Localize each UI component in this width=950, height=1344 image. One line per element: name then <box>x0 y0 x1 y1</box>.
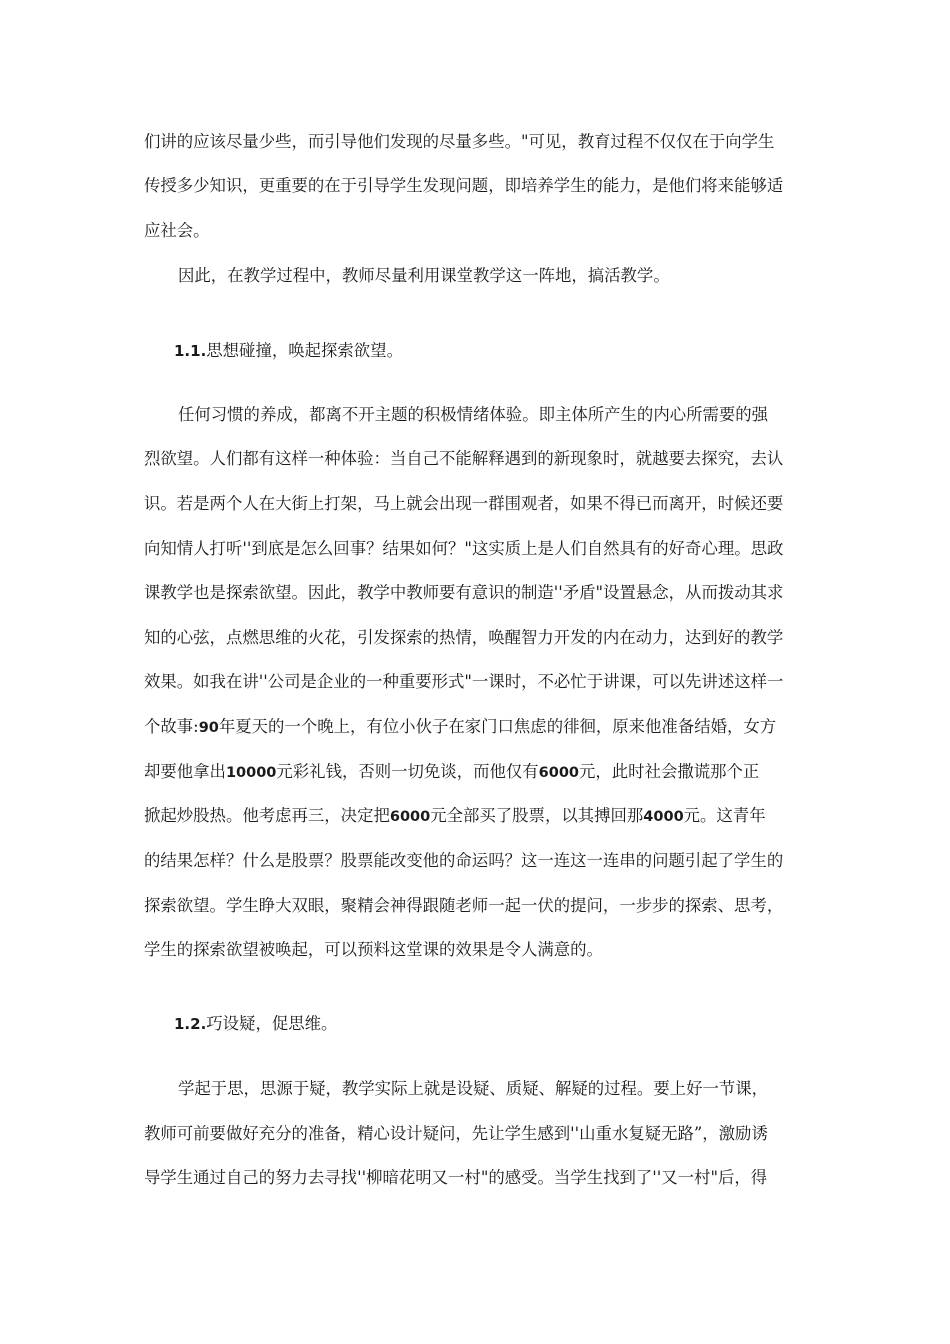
number-span: 6000 <box>389 809 431 825</box>
body-text-line: 识。若是两个人在大街上打架，马上就会出现一群围观者，如果不得已而离开，时候还要 <box>144 494 784 513</box>
body-text-line: 学起于思，思源于疑，教学实际上就是设疑、质疑、解疑的过程。要上好一节课， <box>178 1079 769 1098</box>
body-text-line: 因此，在教学过程中，教师尽量利用课堂教学这一阵地，搞活教学。 <box>178 266 670 285</box>
body-text-line: 任何习惯的养成，都离不开主题的积极情绪体验。即主体所产生的内心所需要的强 <box>178 405 769 424</box>
body-text-line: 学生的探索欲望被唤起，可以预料这堂课的效果是令人满意的。 <box>144 940 603 959</box>
body-text-line: 效果。如我在讲''公司是企业的一种重要形式"一课时，不必忙于讲课，可以先讲述这样一 <box>144 672 784 691</box>
section-title: 巧设疑，促思维。 <box>206 1014 338 1033</box>
text-span: 却要他拿出 <box>144 762 226 781</box>
body-text-line <box>144 762 808 783</box>
body-text-line: 们讲的应该尽量少些，而引导他们发现的尽量多些。"可见，教育过程不仅仅在于向学生 <box>144 132 775 151</box>
text-span: 元。这青年 <box>683 806 766 825</box>
body-text-line: 向知情人打听''到底是怎么回事？结果如何？"这实质上是人们自然具有的好奇心理。思政 <box>144 539 784 558</box>
text-span: 元全部买了股票，以其搏回那 <box>430 806 644 825</box>
number-span: 4000 <box>643 809 684 825</box>
body-text-line: 应社会。 <box>144 221 210 240</box>
number-span: 10000 <box>225 765 277 781</box>
body-text-line: 教师可前要做好充分的准备，精心设计疑问，先让学生感到''山重水复疑无路”，激励诱 <box>144 1124 768 1143</box>
section-number: 1.2. <box>174 1015 207 1033</box>
body-text-line: 知的心弦，点燃思维的火花，引发探索的热情，唤醒智力开发的内在动力，达到好的教学 <box>144 628 784 647</box>
body-text-line: 课教学也是探索欲望。因此，教学中教师要有意识的制造''矛盾"设置悬念，从而拨动其求 <box>144 583 784 602</box>
text-span: 掀起炒股热。他考虑再三，决定把 <box>144 806 390 825</box>
body-text-line <box>144 806 808 827</box>
section-heading-1-1 <box>174 341 403 361</box>
section-title: 思想碰撞，唤起探索欲望。 <box>206 341 403 360</box>
body-text-line: 烈欲望。人们都有这样一种体验：当自己不能解释遇到的新现象时，就越要去探究，去认 <box>144 449 784 468</box>
body-text-line: 探索欲望。学生睁大双眼，聚精会神得跟随老师一起一伏的提问，一步步的探索、思考， <box>144 896 784 915</box>
body-text-line: 传授多少知识，更重要的在于引导学生发现问题，即培养学生的能力，是他们将来能够适 <box>144 176 784 195</box>
text-span: 元彩礼钱，否则一切免谈，而他仅有 <box>276 762 539 781</box>
body-text-line: 导学生通过自己的努力去寻找''柳暗花明又一村"的感受。当学生找到了''又一村"后，得 <box>144 1168 768 1187</box>
body-text-line <box>144 717 808 738</box>
text-span: 元，此时社会撒谎那个正 <box>579 762 760 781</box>
text-span: 年夏天的一个晚上，有位小伙子在家门口焦虑的徘徊，原来他准备结婚，女方 <box>218 717 777 736</box>
number-span: 6000 <box>538 765 580 781</box>
body-text-line: 的结果怎样？什么是股票？股票能改变他的命运吗？这一连这一连串的问题引起了学生的 <box>144 851 784 870</box>
section-heading-1-2 <box>174 1014 337 1034</box>
section-number: 1.1. <box>174 342 207 360</box>
number-span: 90 <box>198 720 219 736</box>
text-span: 个故事: <box>144 717 199 736</box>
